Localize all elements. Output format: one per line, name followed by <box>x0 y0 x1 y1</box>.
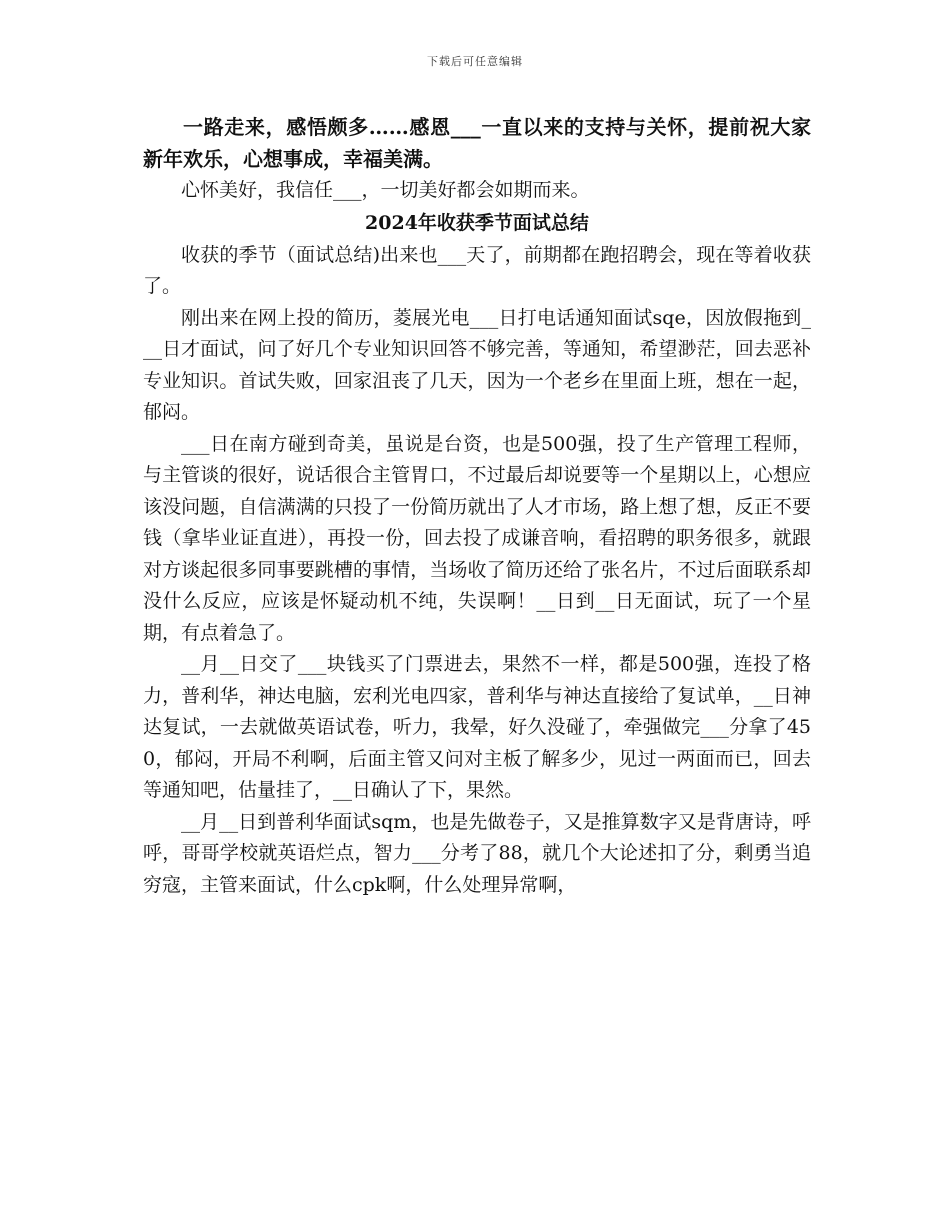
article-title: 2024年收获季节面试总结 <box>365 211 589 234</box>
paragraph-intro: 收获的季节（面试总结)出来也___天了，前期都在跑招聘会，现在等着收获了。 <box>143 243 811 297</box>
page-header: 下载后可任意编辑 <box>427 55 523 68</box>
paragraph-chimei: ___日在南方碰到奇美，虽说是台资，也是500强，投了生产管理工程师，与主管谈的很好，说话很合主管胃口，不过最后却说要等一个星期以上，心想应该没问题，自信满满的只投了一份简历就出了人才市场，路上想了想，反正不要钱（拿毕业证直进），再投一份，回去投了成谦音响，看招聘的职务很多，就跟对方谈起很多同事要跳槽的事情，当场收了简历还给了张名片，不过后面联系却没什么反应，应该是怀疑动机不纯，失误啊！__日到__日无面试，玩了一个星期，有点着急了。 <box>143 432 811 644</box>
paragraph-first-interview: 刚出来在网上投的简历，菱展光电___日打电话通知面试sqe，因放假拖到___日才面试，问了好几个专业知识回答不够完善，等通知，希望渺茫，回去恶补专业知识。首试失败，回家沮丧了几天，因为一个老乡在里面上班，想在一起，郁闷。 <box>143 306 811 423</box>
greeting-paragraph: 一路走来，感悟颇多……感恩___一直以来的支持与关怀，提前祝大家新年欢乐，心想事成，幸福美满。 <box>143 115 811 171</box>
document-body <box>143 112 811 901</box>
paragraph-pulihua: __月__日到普利华面试sqm，也是先做卷子，又是推算数字又是背唐诗，呼呼，哥哥学校就英语烂点，智力___分考了88，就几个大论述扣了分，剩勇当追穷寇，主管来面试，什么cpk啊，什么处理异常啊， <box>143 810 811 896</box>
closing-line: 心怀美好，我信任___，一切美好都会如期而来。 <box>181 179 590 201</box>
paragraph-job-fair: __月__日交了___块钱买了门票进去，果然不一样，都是500强，连投了格力，普利华，神达电脑，宏利光电四家，普利华与神达直接给了复试单，__日神达复试，一去就做英语试卷，听力，我晕，好久没碰了，牵强做完___分拿了450，郁闷，开局不利啊，后面主管又问对主板了解多少，见过一两面而已，回去等通知吧，估量挂了，__日确认了下，果然。 <box>143 653 811 801</box>
